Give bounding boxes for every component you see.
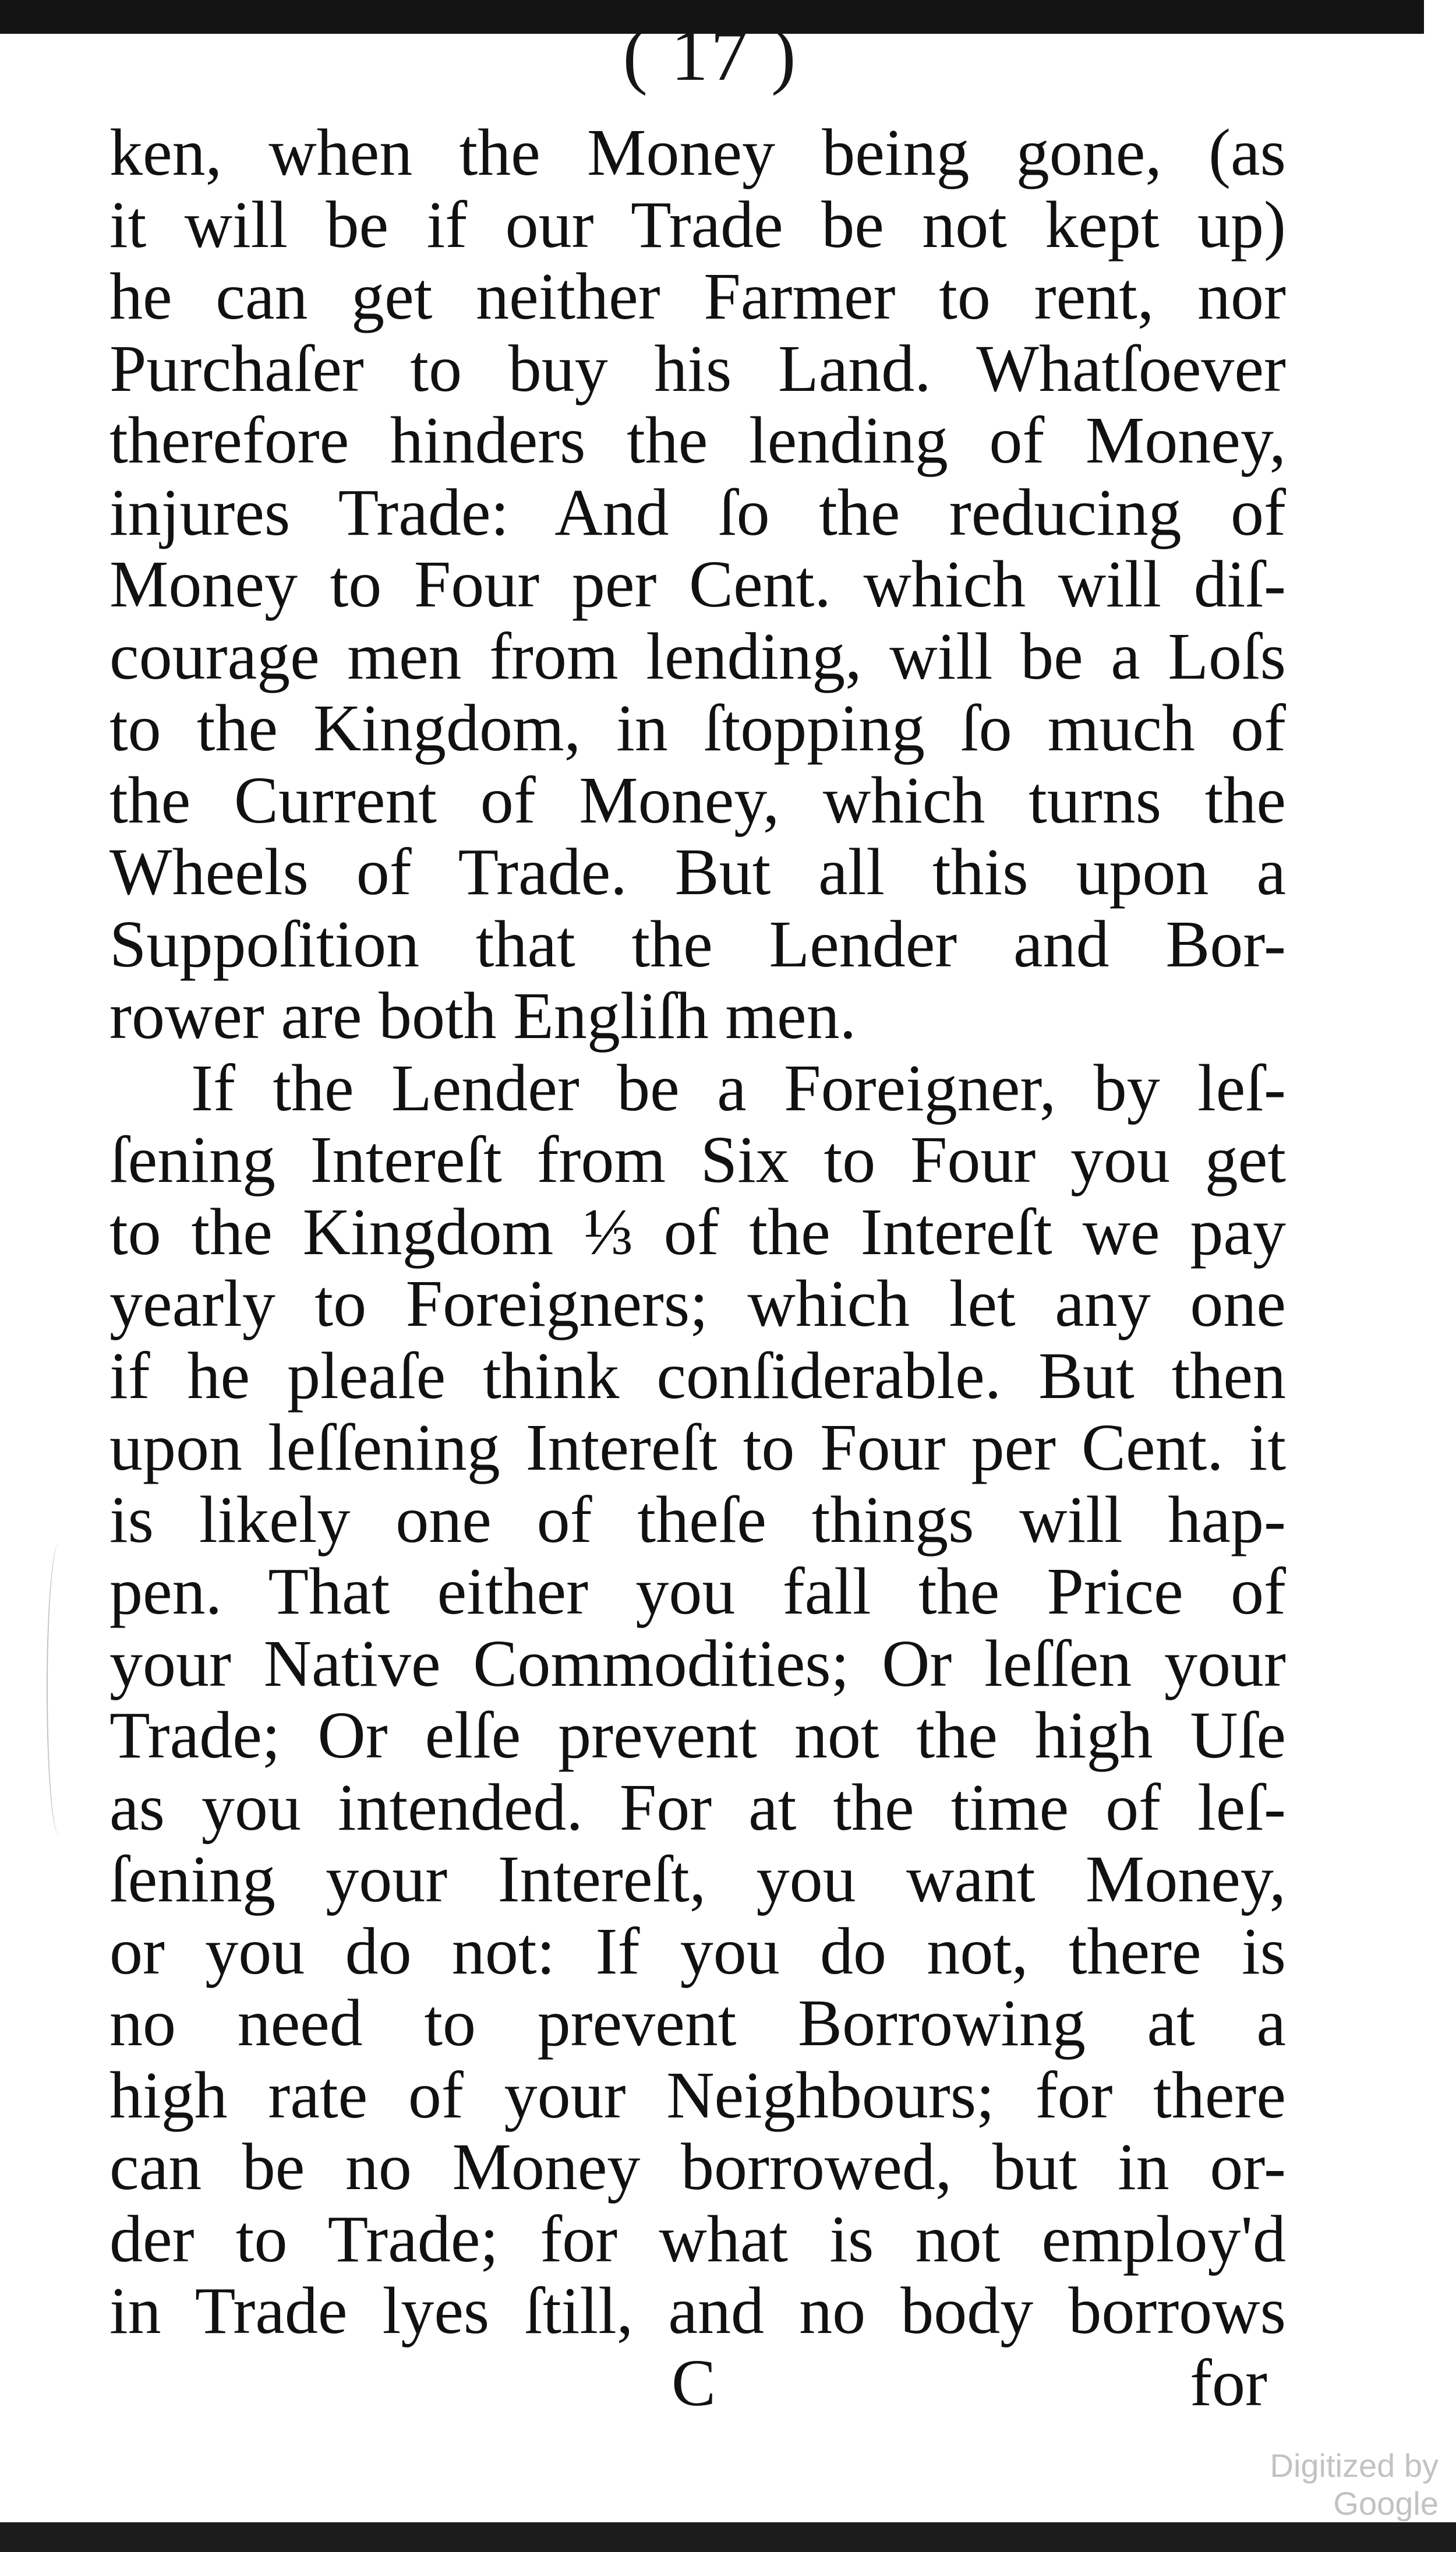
paragraph-start-line: If the Lender be a Foreigner, by leſ-	[191, 1050, 1286, 1125]
scan-bottom-border	[0, 2522, 1456, 2552]
text-line: ſening Intereſt from Six to Four you get	[109, 1123, 1286, 1196]
text-line: can be no Money borrowed, but in or-	[109, 2130, 1286, 2204]
text-line: Suppoſition that the Lender and Bor-	[109, 906, 1286, 981]
text-line: no need to prevent Borrowing at a	[109, 1986, 1286, 2060]
text-line: ſening your Intereſt, you want Money,	[109, 1842, 1286, 1916]
page-edge-shadow	[47, 1544, 71, 1835]
page-number: ( 17 )	[623, 13, 798, 96]
text-line: to the Kingdom, in ſtopping ſo much of	[109, 691, 1286, 765]
text-line: injures Trade: And ſo the reducing of	[109, 475, 1286, 549]
body-text	[109, 117, 1286, 2419]
text-line: Wheels of Trade. But all this upon a	[109, 835, 1286, 909]
text-line: the Current of Money, which turns the	[109, 763, 1286, 837]
signature-line	[109, 2347, 1286, 2419]
text-line: der to Trade; for what is not employ'd	[109, 2201, 1286, 2276]
signature-mark: C	[672, 2345, 716, 2420]
text-line: he can get neither Farmer to rent, nor	[109, 259, 1286, 333]
text-line: therefore hinders the lending of Money,	[109, 403, 1286, 477]
text-line: ken, when the Money being gone, (as	[109, 115, 1286, 189]
text-line: high rate of your Neighbours; for there	[109, 2057, 1286, 2132]
text-line: it will be if our Trade be not kept up)	[109, 187, 1286, 262]
text-line: or you do not: If you do not, there is	[109, 1914, 1286, 1988]
digitized-by-credit: Digitized by Google	[1270, 2447, 1439, 2522]
text-line: if he pleaſe think conſiderable. But then	[109, 1338, 1286, 1413]
text-line: Trade; Or elſe prevent not the high Uſe	[109, 1698, 1286, 1772]
text-line: as you intended. For at the time of leſ-	[109, 1770, 1286, 1844]
text-line: your Native Commodities; Or leſſen your	[109, 1626, 1286, 1700]
text-line: Money to Four per Cent. which will diſ-	[109, 547, 1286, 621]
text-line: yearly to Foreigners; which let any one	[109, 1266, 1286, 1340]
text-line: is likely one of theſe things will hap-	[109, 1482, 1286, 1556]
text-line: Purchaſer to buy his Land. Whatſoever	[109, 331, 1286, 405]
paragraph-end-line: rower are both Engliſh men.	[109, 979, 857, 1053]
text-line: pen. That either you fall the Price of	[109, 1554, 1286, 1628]
text-line: upon leſſening Intereſt to Four per Cent. it	[109, 1410, 1286, 1484]
text-line: to the Kingdom ⅓ of the Intereſt we pay	[109, 1194, 1286, 1269]
text-line: in Trade lyes ſtill, and no body borrows	[109, 2274, 1286, 2348]
text-line: courage men from lending, will be a Loſs	[109, 619, 1286, 693]
catchword: for	[1190, 2345, 1267, 2420]
